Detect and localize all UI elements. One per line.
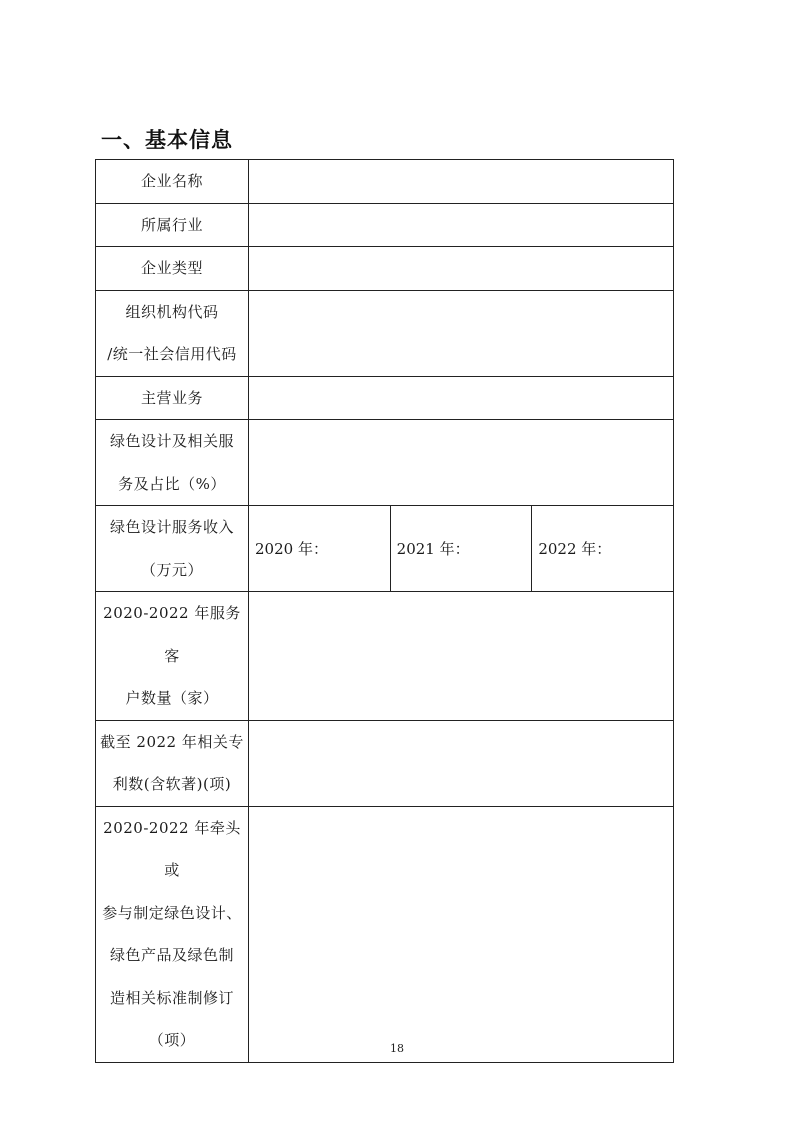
label-main-business: [96, 376, 249, 420]
field-green-design-services[interactable]: [249, 420, 674, 506]
field-revenue-2021[interactable]: 2021 年：: [390, 506, 532, 591]
row-industry: [96, 203, 674, 247]
page-number: 18: [390, 1042, 404, 1055]
label-text: 2020-2022 年服务客: [103, 604, 241, 665]
label-text: 主营业务: [140, 388, 203, 407]
field-standards-count[interactable]: [249, 806, 674, 1062]
field-main-business[interactable]: [249, 376, 674, 420]
field-revenue-2022[interactable]: 2022 年：: [531, 506, 673, 591]
label-industry: [96, 203, 249, 247]
row-standards-count: [96, 806, 674, 1062]
label-text: 绿色设计服务收入: [109, 518, 234, 536]
row-green-design-services: [96, 420, 674, 506]
field-revenue-2020[interactable]: 2020 年：: [255, 540, 328, 558]
row-credit-code: [96, 290, 674, 376]
label-text: 企业类型: [140, 259, 203, 277]
label-company-name: [96, 160, 249, 204]
label-text: 参与制定绿色设计、: [102, 903, 242, 922]
label-text: （万元）: [140, 560, 203, 579]
row-patent-count: [96, 720, 674, 806]
label-green-design-revenue: [96, 506, 249, 592]
field-credit-code[interactable]: [249, 290, 674, 376]
row-company-name: [96, 160, 674, 204]
label-text: （项）: [148, 1031, 196, 1049]
label-text: 绿色产品及绿色制: [109, 946, 234, 964]
field-patent-count[interactable]: [249, 720, 674, 806]
label-text: 造相关标准制修订: [109, 988, 234, 1007]
label-text: 户数量（家）: [125, 689, 219, 707]
label-standards-count: [96, 806, 249, 1062]
label-text: 所属行业: [140, 215, 203, 234]
label-text: 组织机构代码: [125, 302, 219, 321]
row-green-design-revenue: [96, 506, 674, 592]
label-company-type: [96, 247, 249, 291]
field-industry[interactable]: [249, 203, 674, 247]
label-text: 务及占比（%）: [118, 474, 226, 493]
row-company-type: [96, 247, 674, 291]
label-client-count: [96, 592, 249, 721]
row-main-business: [96, 376, 674, 420]
label-text: 截至 2022 年相关专: [100, 732, 244, 751]
field-company-name[interactable]: [249, 160, 674, 204]
field-green-design-revenue: [249, 506, 674, 592]
basic-info-table: [95, 159, 674, 1063]
label-green-design-services: [96, 420, 249, 506]
label-credit-code: [96, 290, 249, 376]
label-text: /统一社会信用代码: [107, 345, 237, 363]
field-client-count[interactable]: [249, 592, 674, 721]
label-text: 利数(含软著)(项): [112, 775, 232, 793]
label-patent-count: [96, 720, 249, 806]
row-client-count: [96, 592, 674, 721]
section-title: 一、基本信息: [101, 128, 233, 152]
label-text: 企业名称: [140, 172, 203, 190]
label-text: 2020-2022 年牵头或: [103, 818, 241, 879]
field-company-type[interactable]: [249, 247, 674, 291]
label-text: 绿色设计及相关服: [109, 432, 234, 450]
